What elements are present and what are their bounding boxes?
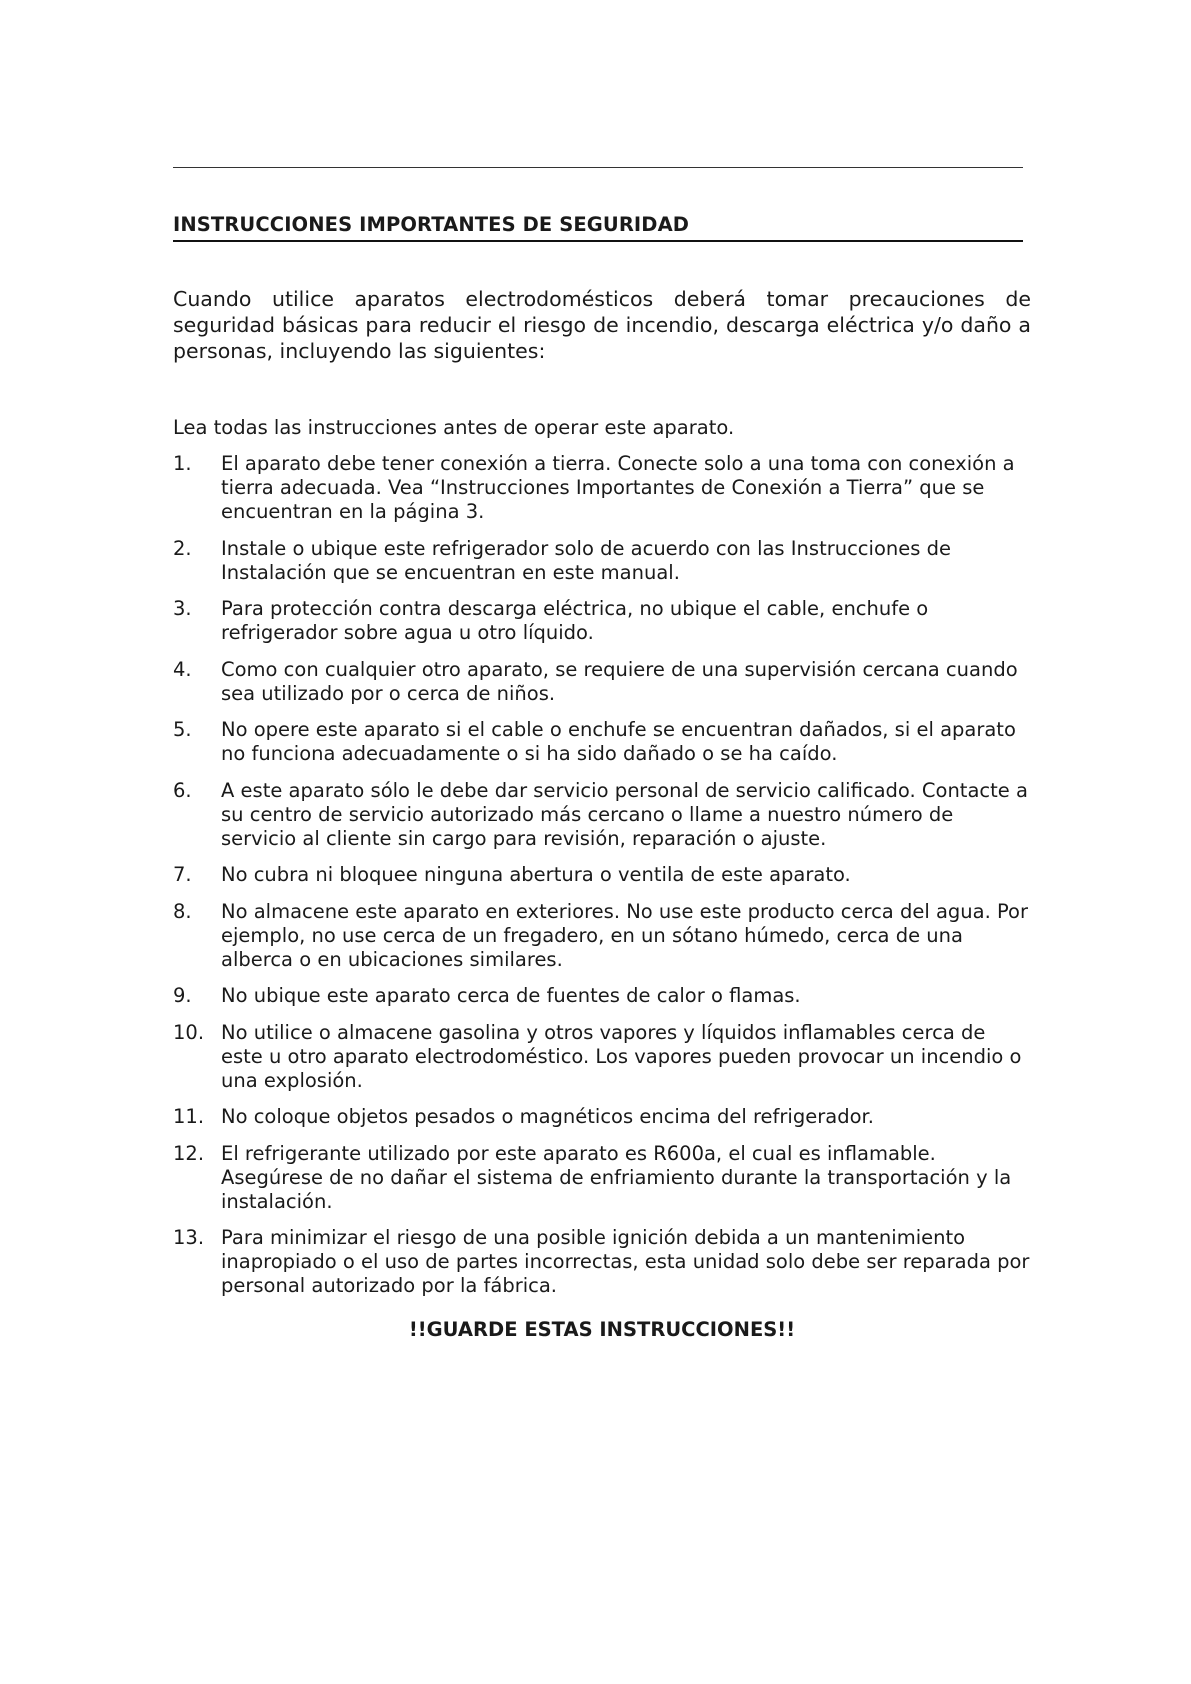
list-item [173,984,1031,1008]
item-text: No coloque objetos pesados o magnéticos encima del refrigerador. [221,1105,874,1128]
item-number: 7. [173,863,192,886]
item-text: Para minimizar el riesgo de una posible ignición debida a un mantenimiento inapropiado o el uso de partes incorrectas, esta unidad solo debe ser reparada por personal autorizado por la fábrica. [221,1226,1030,1297]
closing-statement: !!GUARDE ESTAS INSTRUCCIONES!! [408,1318,796,1341]
list-item [173,658,1031,706]
item-text: El refrigerante utilizado por este aparato es R600a, el cual es inflamable. Asegúrese de no dañar el sistema de enfriamiento durante la transportación y la instalación. [221,1141,1012,1213]
top-divider [173,167,1023,168]
list-item [173,1226,1031,1298]
list-item [173,900,1031,972]
item-text: Para protección contra descarga eléctrica, no ubique el cable, enchufe o refrigerador sobre agua u otro líquido. [221,597,929,644]
item-text: No cubra ni bloquee ninguna abertura o ventila de este aparato. [221,863,851,886]
item-number: 13. [173,1226,205,1249]
lead-sentence: Lea todas las instrucciones antes de operar este aparato. [173,416,735,439]
title-block [173,213,1023,242]
item-text: A este aparato sólo le debe dar servicio personal de servicio calificado. Contacte a su centro de servicio autorizado más cercano o llame a nuestro número de servicio al cliente sin cargo para revisión, reparación o ajuste. [221,778,1028,850]
page-title: INSTRUCCIONES IMPORTANTES DE SEGURIDAD [173,213,690,236]
list-item [173,718,1031,766]
list-item [173,1105,1031,1129]
item-number: 1. [173,452,192,475]
list-item [173,1142,1031,1214]
item-number: 6. [173,778,192,802]
item-number: 8. [173,899,192,923]
item-number: 5. [173,718,192,741]
item-text: No ubique este aparato cerca de fuentes de calor o flamas. [221,984,801,1007]
item-text: Como con cualquier otro aparato, se requiere de una supervisión cercana cuando sea utilizado por o cerca de niños. [221,657,1018,705]
item-text: No opere este aparato si el cable o enchufe se encuentran dañados, si el aparato no funciona adecuadamente o si ha sido dañado o se ha caído. [221,718,1016,765]
item-number: 11. [173,1105,205,1128]
item-number: 10. [173,1020,205,1044]
item-number: 3. [173,597,192,620]
list-item [173,1021,1031,1093]
list-item [173,537,1031,585]
item-text: No utilice o almacene gasolina y otros vapores y líquidos inflamables cerca de este u otro aparato electrodoméstico. Los vapores pueden provocar un incendio o una explosión. [221,1020,1022,1092]
item-text: El aparato debe tener conexión a tierra. Conecte solo a una toma con conexión a tierra adecuada. Vea “Instrucciones Importantes de Conexión a Tierra” que se encuentran en la página 3. [221,452,1015,523]
intro-paragraph: Cuando utilice aparatos electrodomésticos deberá tomar precauciones de seguridad básicas para reducir el riesgo de incendio, descarga eléctrica y/o daño a personas, incluyendo las siguientes: [173,287,1031,363]
list-item [173,863,1031,887]
safety-instructions-list [173,452,1031,1311]
item-text: Instale o ubique este refrigerador solo de acuerdo con las Instrucciones de Instalación que se encuentran en este manual. [221,536,951,584]
item-text: No almacene este aparato en exteriores. No use este producto cerca del agua. Por ejemplo, no use cerca de un fregadero, en un sótano húmedo, cerca de una alberca o en ubicaciones similares. [221,899,1028,971]
item-number: 2. [173,536,192,560]
list-item [173,452,1031,524]
list-item [173,597,1031,645]
list-item [173,779,1031,851]
item-number: 12. [173,1141,205,1165]
item-number: 4. [173,657,192,681]
item-number: 9. [173,984,192,1007]
